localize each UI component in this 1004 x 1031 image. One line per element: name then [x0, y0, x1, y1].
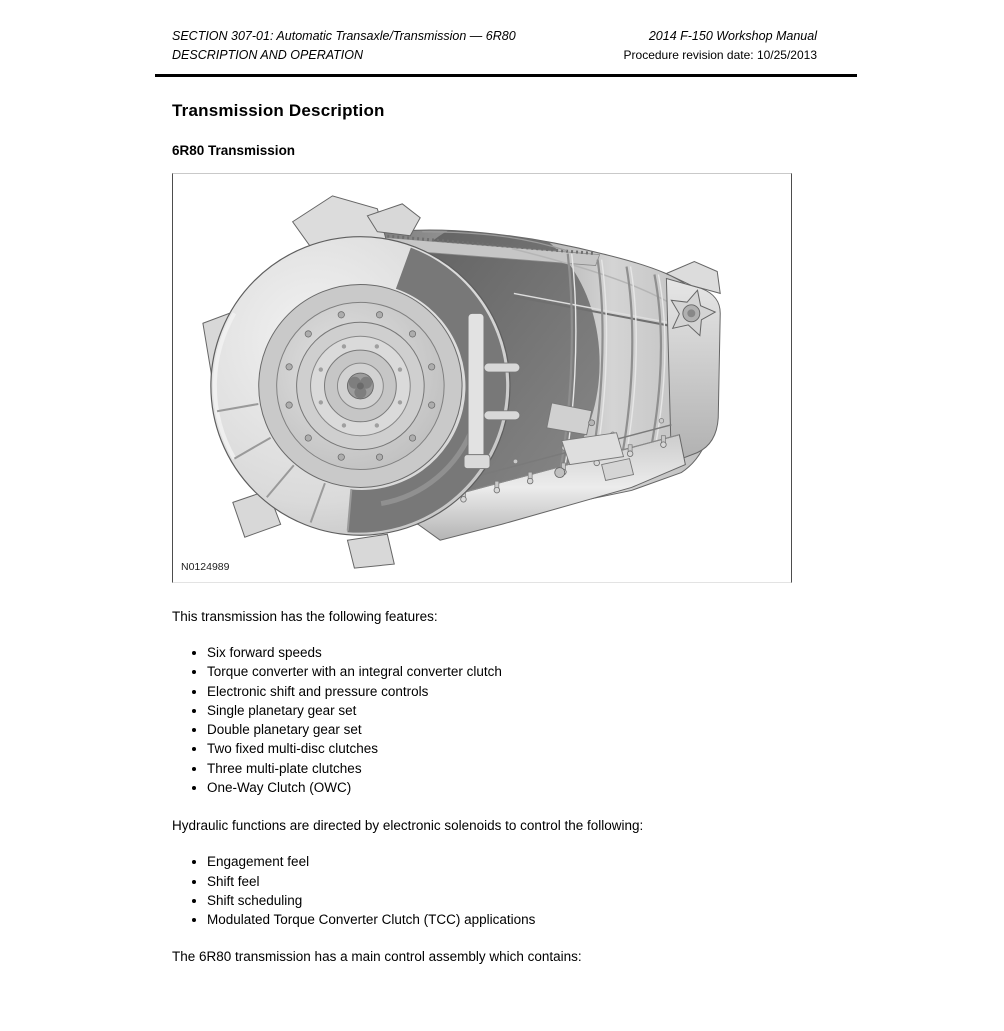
list-item: • Engagement feel: [207, 852, 1004, 871]
features-intro-text: This transmission has the following features:: [172, 609, 438, 624]
features-list: [172, 643, 1004, 797]
header-section-block: [172, 27, 516, 65]
figure-id-label: N0124989: [181, 561, 230, 573]
page-title: Transmission Description: [172, 101, 385, 120]
transmission-illustration: [173, 174, 791, 582]
list-item: • Three multi-plate clutches: [207, 759, 1004, 778]
list-item: • Electronic shift and pressure controls: [207, 682, 1004, 701]
main-control-intro-text: The 6R80 transmission has a main control assembly which contains:: [172, 948, 582, 964]
list-item: • Two fixed multi-disc clutches: [207, 739, 1004, 758]
list-item: • Shift feel: [207, 872, 1004, 891]
list-item: • One-Way Clutch (OWC): [207, 778, 1004, 797]
manual-page: [0, 27, 1004, 966]
header-manual-block: [624, 27, 817, 65]
header-manual-title: 2014 F-150 Workshop Manual: [648, 29, 817, 43]
list-item: • Torque converter with an integral converter clutch: [207, 662, 1004, 681]
header-section-line1: SECTION 307-01: Automatic Transaxle/Transmission — 6R80: [172, 29, 516, 43]
page-subtitle: 6R80 Transmission: [172, 143, 296, 158]
list-item: • Double planetary gear set: [207, 720, 1004, 739]
header-divider: [155, 74, 857, 77]
list-item: • Modulated Torque Converter Clutch (TCC) applications: [207, 910, 1004, 929]
hydraulic-intro-text: Hydraulic functions are directed by electronic solenoids to control the following:: [172, 818, 644, 834]
transmission-figure: [172, 173, 792, 583]
list-item: • Single planetary gear set: [207, 701, 1004, 720]
header-revision-date: Procedure revision date: 10/25/2013: [623, 48, 817, 62]
header-section-line2: DESCRIPTION AND OPERATION: [172, 48, 363, 62]
page-header: [172, 27, 817, 65]
hydraulic-list: [172, 852, 1004, 929]
list-item: • Shift scheduling: [207, 891, 1004, 910]
list-item: • Six forward speeds: [207, 643, 1004, 662]
